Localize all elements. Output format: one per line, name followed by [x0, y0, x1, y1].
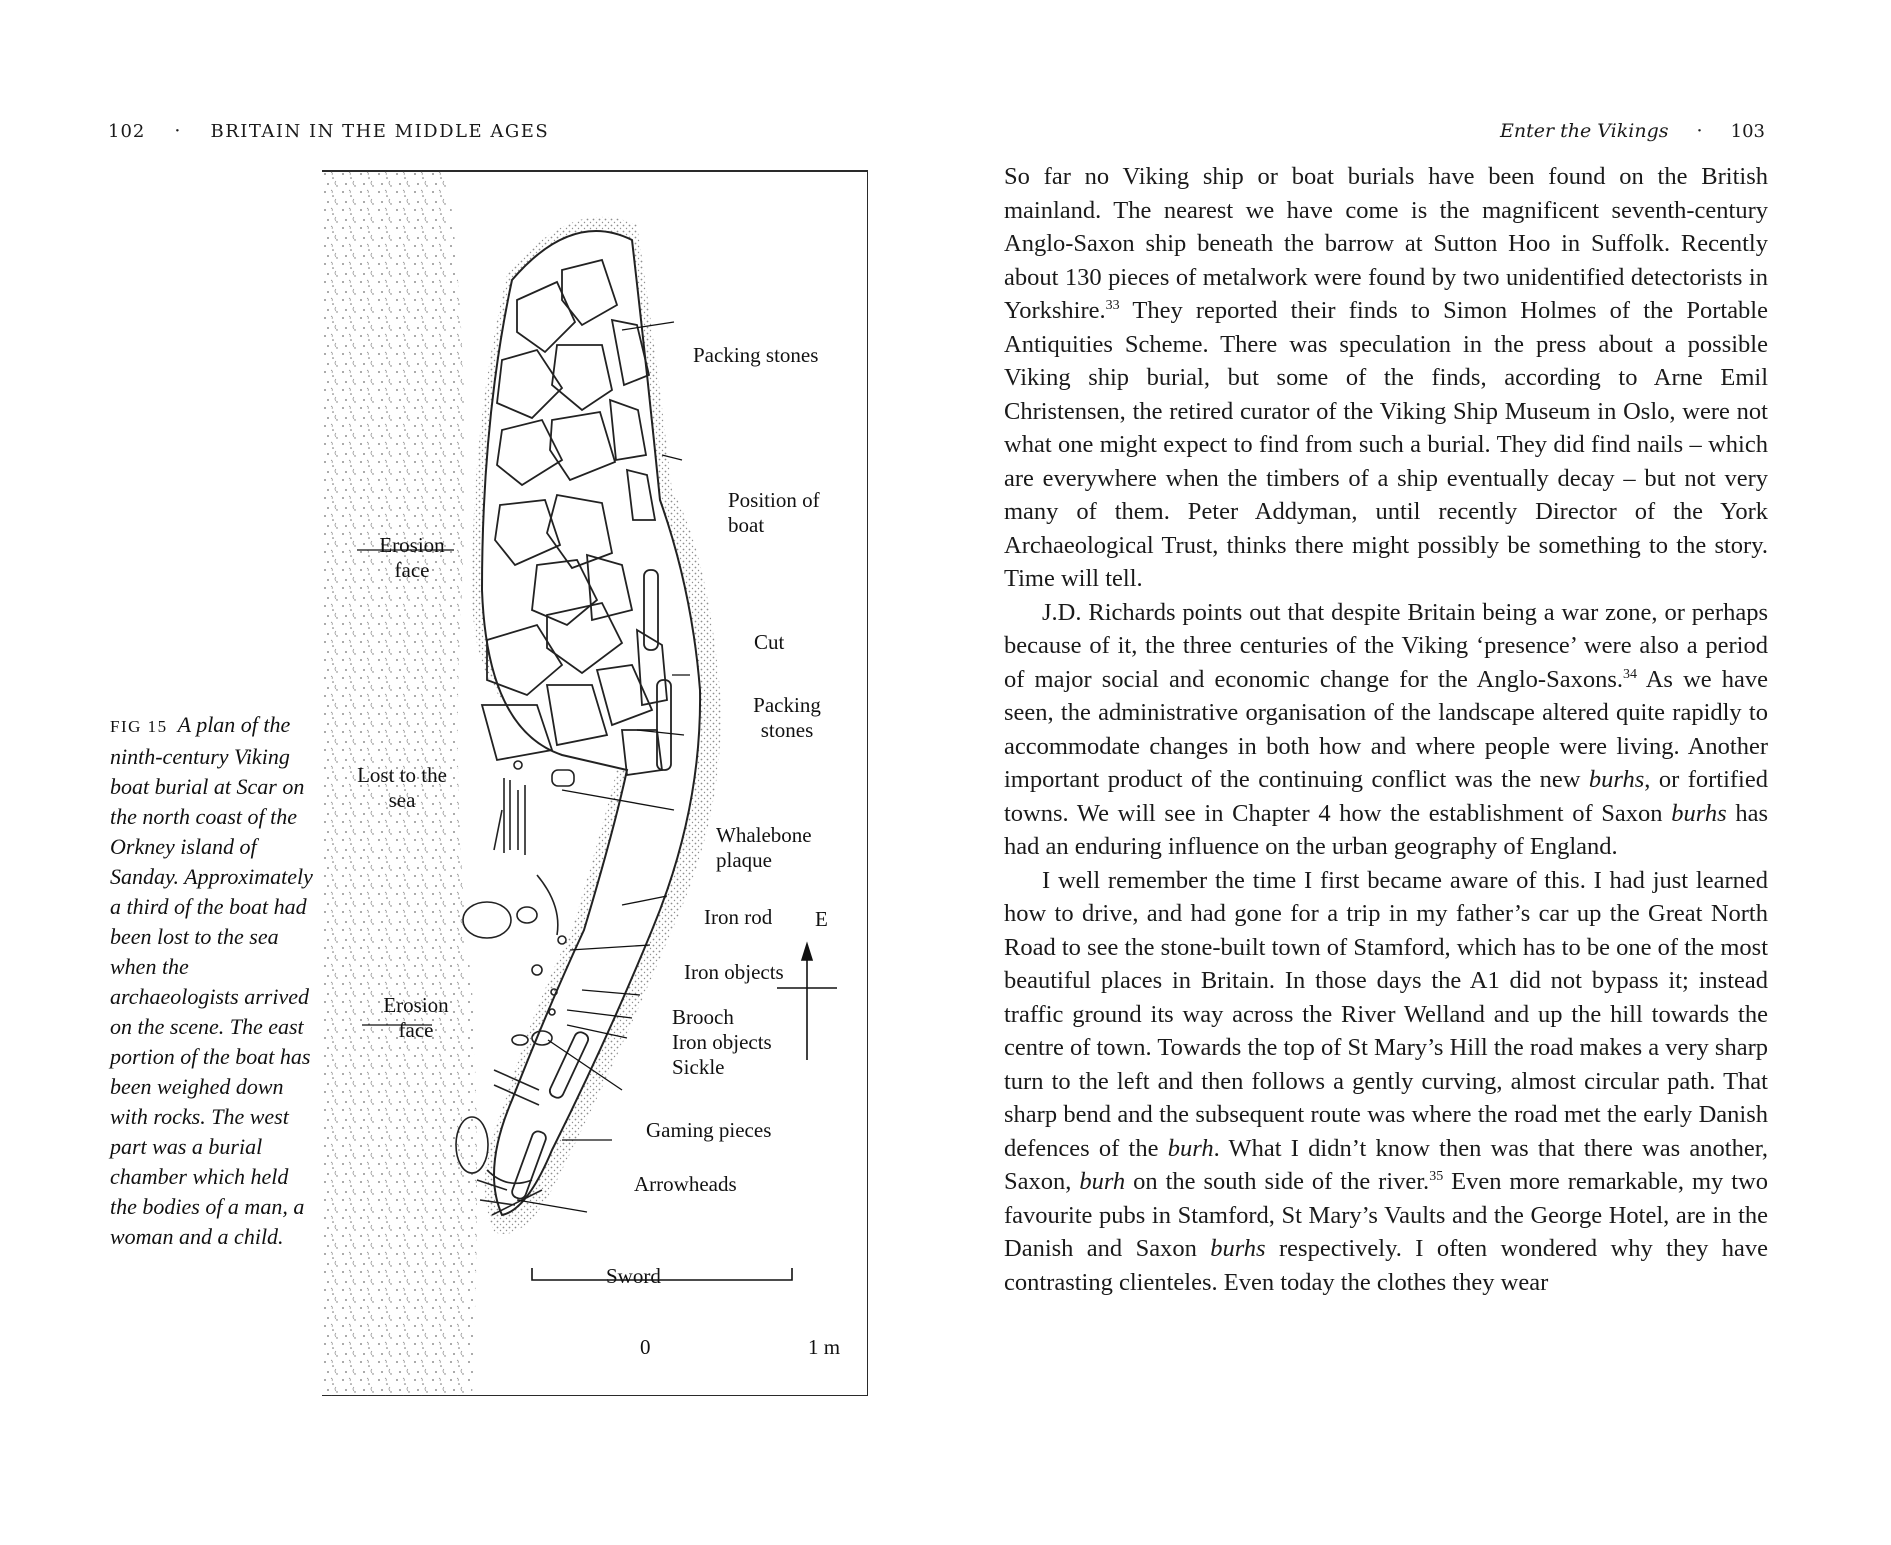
- left-running-head: [108, 120, 549, 142]
- label-brooch: Brooch: [672, 1005, 734, 1029]
- label-erosion-face-lower: Erosion face: [383, 993, 449, 1042]
- footnote-ref: 35: [1429, 1168, 1444, 1184]
- label-sickle: Sickle: [672, 1055, 725, 1079]
- figure-caption: [110, 710, 315, 1252]
- paragraph-2: J.D. Richards points out that despite Britain being a war zone, or perhaps because of it, the three centuries of the Viking ‘presence’ were also a period of major social and economic change for the Anglo-Saxons.$^{34}$ As we have seen, the administrative organisation of the landscape altered quite rapidly to accommodate changes in both how and where people were living. Another important product of the continuing conflict was the new burhs, or fortified towns. We will see in Chapter 4 how the establishment of Saxon burhs has had an enduring influence on the urban geography of England.: [1004, 598, 1768, 860]
- footnote-ref: 34: [1622, 666, 1637, 682]
- left-page-number: 102: [108, 121, 146, 142]
- footnote-ref: 33: [1105, 297, 1120, 313]
- chapter-title: Enter the Vikings: [1500, 120, 1669, 142]
- label-sword: Sword: [606, 1264, 661, 1288]
- east-arrow: [777, 944, 837, 1060]
- scale-end-label: 1 m: [808, 1335, 841, 1359]
- label-erosion-face: Erosion face: [379, 533, 445, 582]
- label-iron-objects-lower: Iron objects: [672, 1030, 772, 1054]
- paragraph-3: I well remember the time I first became aware of this. I had just learned how to drive, and had gone for a trip in my father’s car up the Great North Road to see the stone-built town of Stamford, which has to be one of the most beautiful places in Britain. In those days the A1 did not bypass it; instead traffic ground its way across the River Welland and up the hill towards the centre of town. Towards the top of St Mary’s Hill the road makes a very sharp turn to the left and then follows a gently curving, almost circular path. That sharp bend and the subsequent route was where the road met the early Danish defences of the burh. What I didn’t know then was that there was another, Saxon, burh on the south side of the river.$^{35}$ Even more remarkable, my two favourite pubs in Stamford, St Mary’s Vaults and the George Hotel, are in the Danish and Saxon burhs respectively. I often wondered why they have contrasting clienteles. Even today the clothes they wear: [1004, 866, 1769, 1296]
- book-title: BRITAIN IN THE MIDDLE AGES: [210, 121, 550, 142]
- label-packing-stones: Packing stones: [693, 343, 819, 367]
- caption-text: A plan of the ninth-century Viking boat burial at Scar on the north coast of the Orkney island of Sanday. Approximately a third of the boat had been lost to the sea when the archaeologists arrived on the scene. The east portion of the boat has been weighed down with rocks. The west part was a burial chamber which held the bodies of a man, a woman and a child.: [110, 712, 313, 1249]
- label-iron-objects: Iron objects: [684, 960, 784, 984]
- right-page-number: 103: [1730, 121, 1765, 142]
- label-cut: Cut: [754, 630, 785, 654]
- label-whalebone-plaque: Whalebone plaque: [716, 823, 812, 872]
- paragraph-1: So far no Viking ship or boat burials have been found on the British mainland. The nearest we have come is the magnificent seventh-century Anglo-Saxon ship beneath the barrow at Sutton Hoo in Suffolk. Recently about 130 pieces of metalwork were found by two unidentified detectorists in Yorkshire.$^{33}$ They reported their finds to Simon Holmes of the Portable Antiquities Scheme. There was speculation in the press about a possible Viking ship burial, but some of the finds, according to Arne Emil Christensen, the retired curator of the Viking Ship Museum in Oslo, were not what one might expect to find from such a burial. They did find nails – which are everywhere when the timbers of a ship eventually decay – but not very many of them. Peter Addyman, until recently Director of the York Archaeological Trust, thinks there might possibly be something to the story. Time will tell.: [1004, 163, 1768, 592]
- label-gaming-pieces: Gaming pieces: [646, 1118, 772, 1142]
- right-running-head: [1500, 120, 1765, 142]
- label-lost-to-the-sea: Lost to the sea: [357, 763, 447, 812]
- label-position-of-boat: Position of boat: [728, 488, 820, 537]
- label-arrowheads: Arrowheads: [634, 1172, 737, 1196]
- boat-outline: [482, 231, 700, 1215]
- label-packing-stones-lower: Packing stones: [753, 693, 821, 742]
- label-east: E: [815, 907, 828, 931]
- scale-start-label: 0: [640, 1335, 651, 1359]
- body-text: [1004, 160, 1768, 1299]
- figure-number: FIG 15: [110, 717, 168, 736]
- separator-dot: ·: [1696, 120, 1703, 142]
- scale-bar: [532, 1268, 792, 1280]
- label-iron-rod: Iron rod: [704, 905, 773, 929]
- separator-dot: ·: [174, 120, 182, 142]
